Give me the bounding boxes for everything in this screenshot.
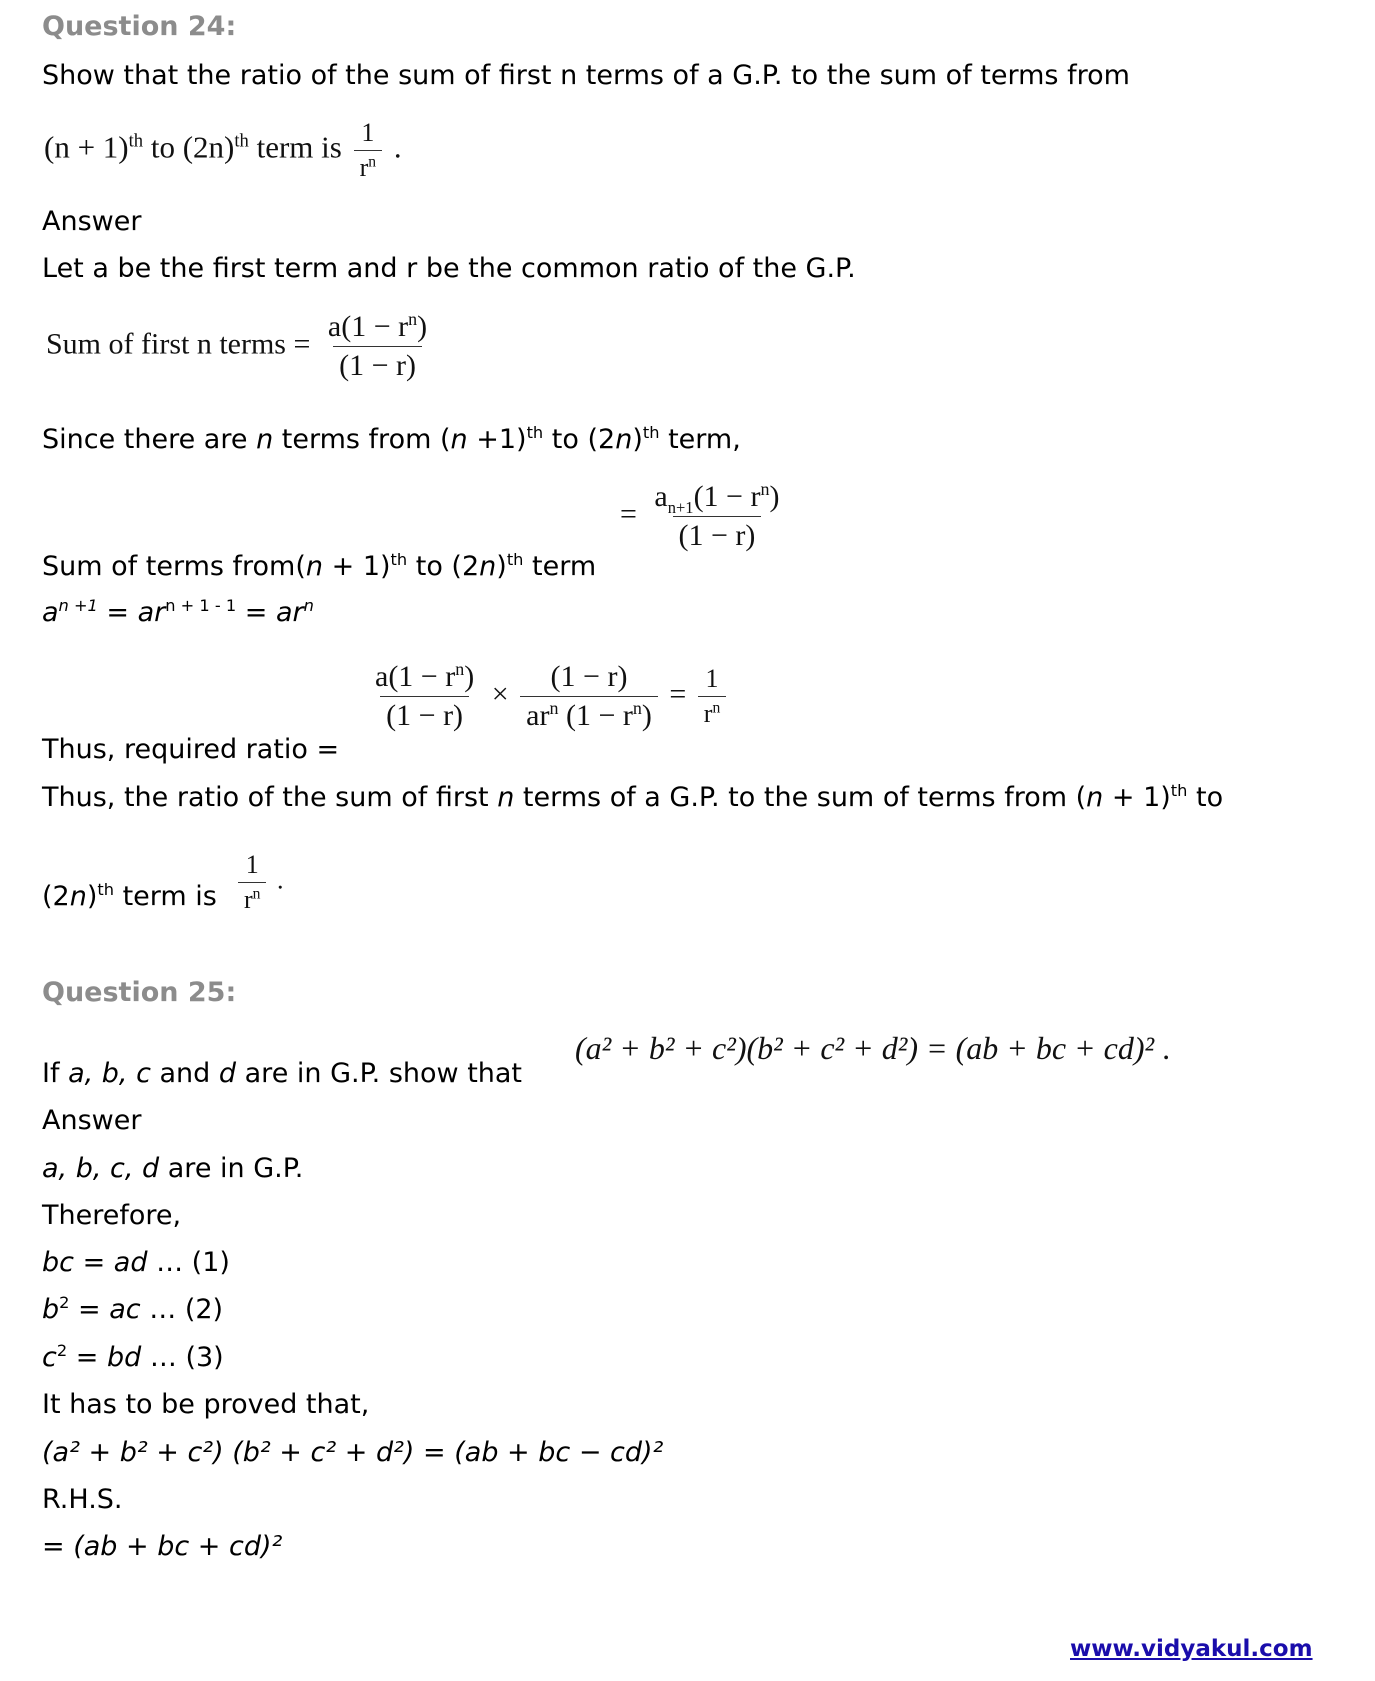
question-24-statement-math: $(n + 1)^{th}$ to $(2n)^{th}$ term is $\frac{1}{r^n}$ . [44,118,402,182]
a-n-plus-1-line: $a^{n +1} = ar^{n + 1 - 1} = ar^n$ [42,596,314,628]
required-ratio-label: Thus, required ratio = [42,734,340,765]
rhs-label: R.H.S. [42,1484,123,1515]
question-24-statement: Show that the ratio of the sum of first n terms of a G.P. to the sum of terms from [42,60,1130,91]
equation-1: bc = ad … (1) [42,1247,230,1278]
sum-of-terms-label: Sum of terms from(n + 1)$^{th}$ to $(2n)^{th}$ term [42,550,597,582]
first-term-definition: Let a be the first term and r be the common ratio of the G.P. [42,253,856,284]
question-25-math: (a² + b² + c²)(b² + c² + d²) = (ab + bc + cd)² . [575,1030,1171,1066]
question-24-heading: Question 24: [42,11,237,42]
rhs-expansion: = (ab + bc + cd)² [42,1531,283,1562]
conclusion-line-2: $(2n)^{th}$ term is [42,880,217,912]
sum-of-terms-formula: = $\frac{a_{n+1}(1 - r^n)}{(1 - r)}$ [620,479,780,552]
conclusion-line: Thus, the ratio of the sum of first n terms of a G.P. to the sum of terms from $(n + 1)^{th}$ to [42,781,1224,813]
equation-3: $c^2$ = bd … (3) [42,1341,224,1373]
sum-first-n-formula: Sum of first n terms = $\frac{a(1 - r^n)}{(1 - r)}$ [46,309,428,382]
question-25-heading: Question 25: [42,977,237,1008]
therefore-line: Therefore, [42,1200,182,1231]
to-prove-line: It has to be proved that, [42,1389,370,1420]
equation-2: $b^2$ = ac … (2) [42,1293,224,1325]
gp-terms-line: a, b, c, d are in G.P. [42,1153,304,1184]
answer-label-25: Answer [42,1105,142,1136]
question-25-statement: If a, b, c and d are in G.P. show that [42,1058,523,1089]
vidyakul-link[interactable]: www.vidyakul.com [1070,1636,1313,1662]
since-there-are-line: Since there are n terms from $(n +1)^{th}$ to $(2n)^{th}$ term, [42,423,741,455]
answer-label-24: Answer [42,206,142,237]
to-prove-equation: (a² + b² + c²) (b² + c² + d²) = (ab + bc − cd)² [42,1437,664,1468]
conclusion-fraction: $\frac{1}{r^n}$ . [234,850,283,915]
required-ratio-formula: $\frac{a(1 - r^n)}{(1 - r)}$ × $\frac{(1 - r)}{ar^n (1 - r^n)}$ = $\frac{1}{r^n}$ [365,660,730,733]
